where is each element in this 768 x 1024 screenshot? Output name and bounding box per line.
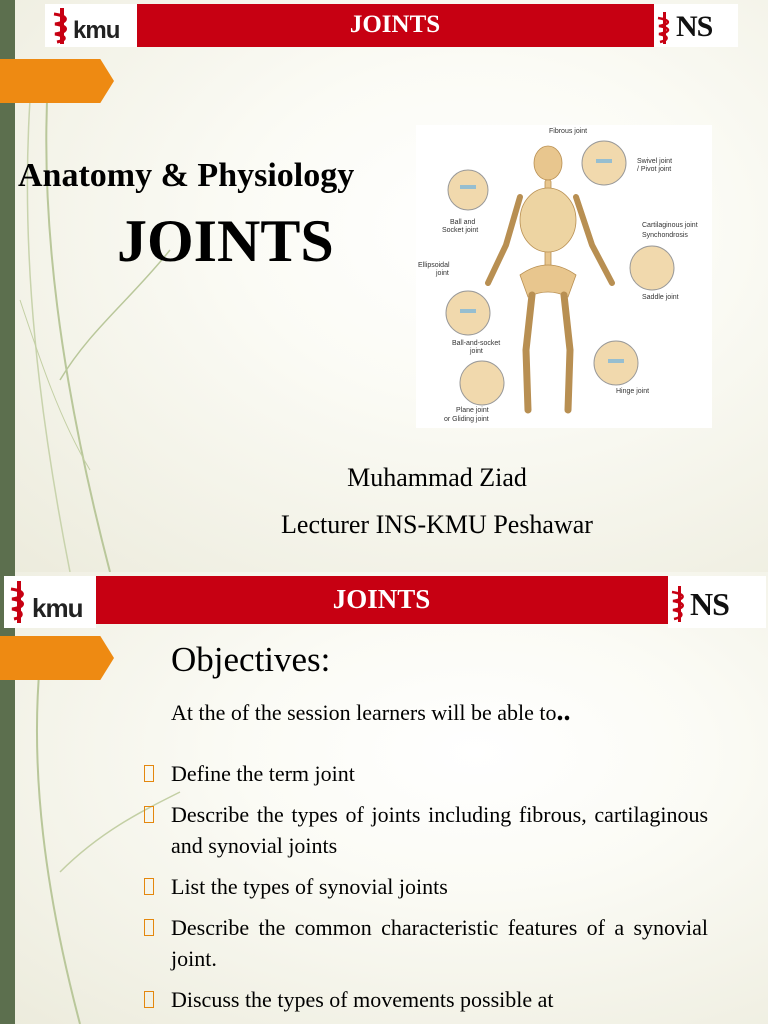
checkbox-bullet-icon bbox=[144, 806, 154, 823]
caduceus-icon bbox=[670, 584, 690, 624]
caduceus-icon bbox=[8, 579, 30, 625]
checkbox-bullet-icon bbox=[144, 919, 154, 936]
page-title: JOINTS bbox=[117, 208, 334, 274]
author-name: Muhammad Ziad bbox=[347, 463, 527, 492]
objectives-slide bbox=[0, 572, 768, 1024]
intro-line bbox=[171, 696, 571, 728]
subtitle: Anatomy & Physiology bbox=[18, 157, 355, 194]
figure-label: joint bbox=[436, 270, 449, 277]
list-item: Discuss the types of movements possible at bbox=[142, 984, 708, 1015]
figure-label: Saddle joint bbox=[642, 294, 679, 301]
figure-label: Ball and bbox=[450, 219, 476, 226]
figure-label: Synchondrosis bbox=[642, 232, 688, 239]
intro-suffix: .. bbox=[556, 696, 571, 727]
figure-label: Hinge joint bbox=[616, 388, 650, 395]
objectives-heading: Objectives: bbox=[171, 640, 331, 679]
figure-label: joint bbox=[470, 348, 483, 355]
figure-label: Ball-and-socket bbox=[452, 340, 501, 347]
figure-label: Cartilaginous joint bbox=[642, 222, 698, 229]
figure-label: Ellipsoidal bbox=[418, 262, 450, 269]
list-item: Define the term joint bbox=[142, 758, 708, 789]
list-item: Describe the common characteristic features of a synovial joint. bbox=[142, 912, 708, 974]
figure-label: Swivel joint bbox=[637, 158, 673, 165]
ins-logo: NS bbox=[668, 576, 766, 628]
caduceus-icon bbox=[51, 6, 73, 46]
list-item: List the types of synovial joints bbox=[142, 871, 708, 902]
orange-tab bbox=[0, 59, 114, 103]
header-title: JOINTS bbox=[136, 4, 654, 47]
objectives-list bbox=[142, 758, 708, 1024]
figure-label: / Pivot joint bbox=[637, 166, 672, 173]
caduceus-icon bbox=[656, 10, 674, 46]
figure-label: Plane joint bbox=[456, 407, 489, 414]
figure-label: Fibrous joint bbox=[549, 128, 588, 135]
author-role: Lecturer INS-KMU Peshawar bbox=[281, 510, 593, 539]
checkbox-bullet-icon bbox=[144, 991, 154, 1008]
figure-label: Socket joint bbox=[442, 227, 479, 234]
checkbox-bullet-icon bbox=[144, 878, 154, 895]
kmu-logo: kmu bbox=[4, 576, 96, 628]
skeleton-illustration bbox=[416, 125, 712, 428]
list-item: Describe the types of joints including fibrous, cartilaginous and synovial joints bbox=[142, 799, 708, 861]
checkbox-bullet-icon bbox=[144, 765, 154, 782]
figure-label: or Gliding joint bbox=[444, 416, 489, 423]
intro-text: At the of the session learners will be able to bbox=[171, 700, 557, 725]
orange-tab bbox=[0, 636, 114, 680]
skeleton-joints-figure bbox=[416, 125, 712, 428]
header-title: JOINTS bbox=[95, 576, 668, 624]
ins-logo: NS bbox=[654, 4, 738, 47]
kmu-logo: kmu bbox=[45, 4, 137, 47]
